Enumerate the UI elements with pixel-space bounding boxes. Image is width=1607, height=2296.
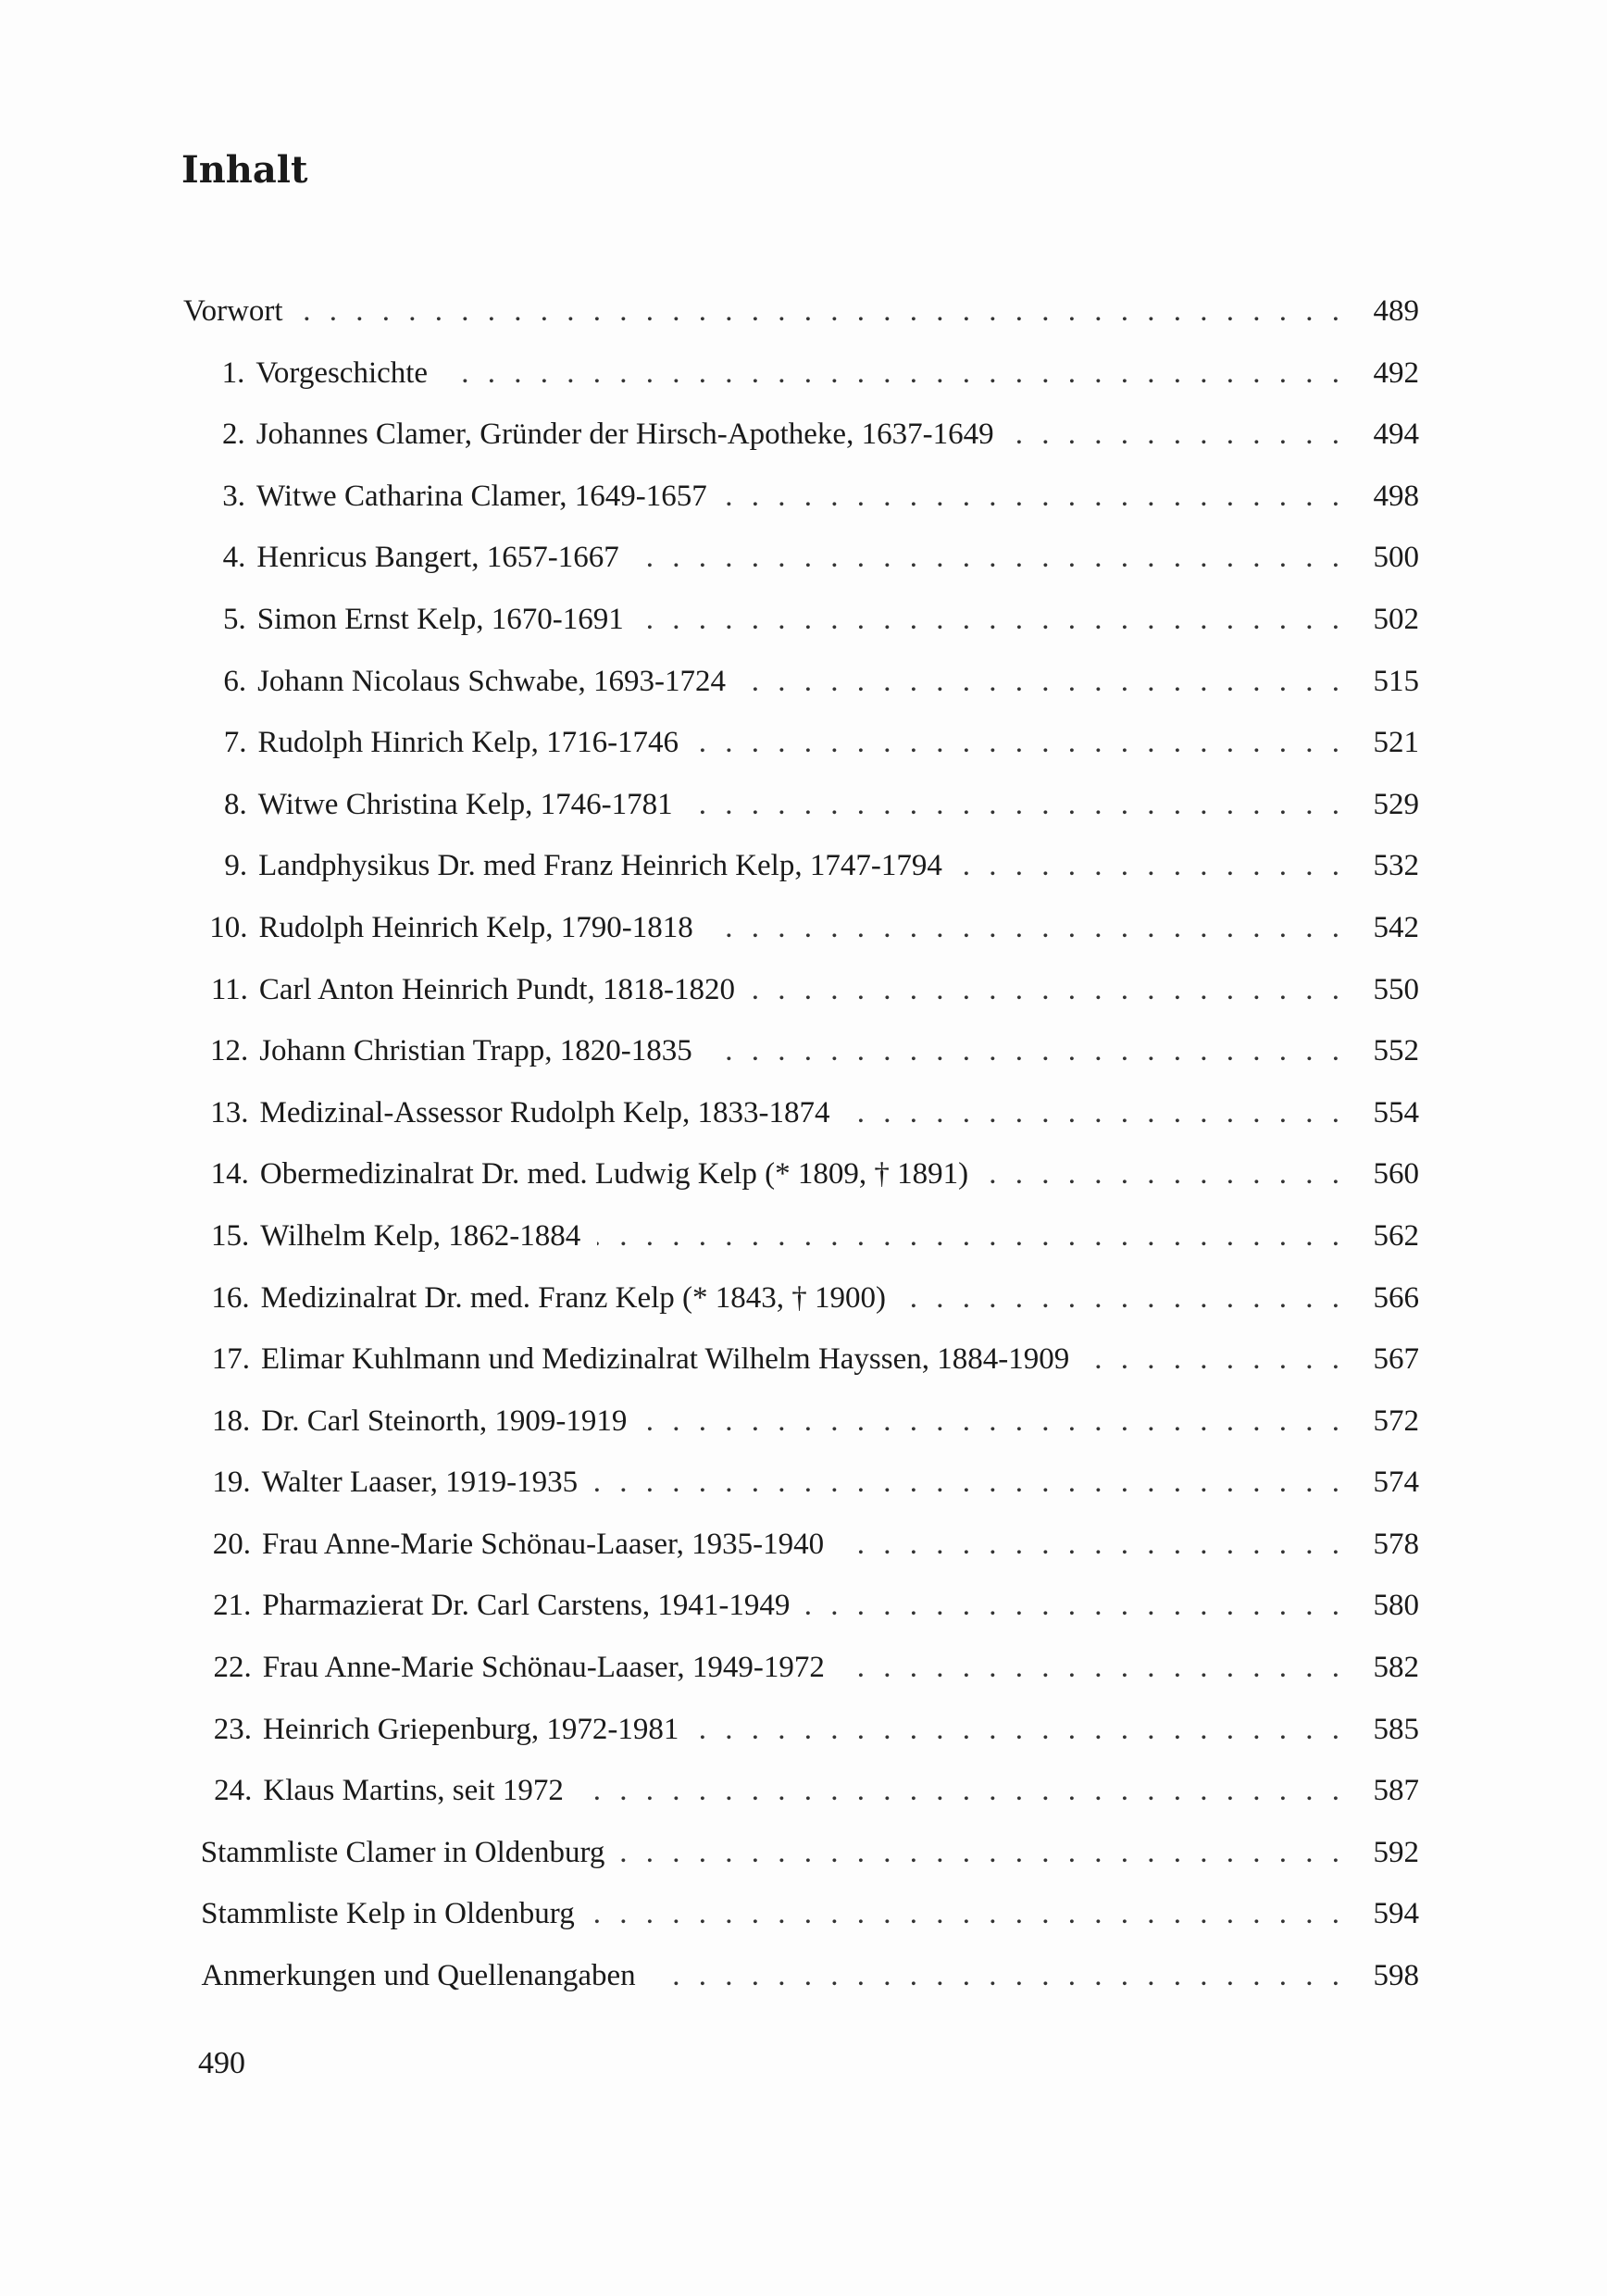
entry-number: 14. <box>210 1157 249 1192</box>
entry-title: Johann Nicolaus Schwabe, 1693-1724 <box>257 664 727 698</box>
entry-number: 6. <box>223 664 247 698</box>
toc-entry <box>183 1589 1419 1651</box>
dot-leader <box>695 726 1345 760</box>
dot-leader <box>841 1651 1345 1685</box>
entry-title: Pharmazierat Dr. Carl Carstens, 1941-1949 <box>262 1589 791 1623</box>
dot-leader <box>985 1157 1345 1192</box>
entry-title: Vorgeschichte <box>255 356 429 390</box>
toc-entry <box>183 1959 1419 2021</box>
dot-leader <box>592 1897 1345 1931</box>
entry-page: 567 <box>1373 1342 1419 1377</box>
toc-entry <box>183 1157 1419 1219</box>
dot-leader <box>1011 418 1345 452</box>
toc-entry <box>183 1836 1419 1898</box>
toc-entry <box>183 849 1419 911</box>
entry-page: 598 <box>1373 1959 1419 1993</box>
entry-title: Obermedizinalrat Dr. med. Ludwig Kelp (* 1809, † 1891) <box>259 1157 969 1192</box>
entry-page: 587 <box>1373 1774 1419 1808</box>
table-of-contents <box>183 294 1419 2021</box>
entry-number: 3. <box>222 479 246 513</box>
entry-page: 582 <box>1373 1651 1419 1685</box>
dot-leader <box>846 1096 1345 1130</box>
entry-title: Wilhelm Kelp, 1862-1884 <box>260 1218 581 1253</box>
entry-number: 24. <box>214 1774 253 1808</box>
toc-entry <box>183 1219 1419 1281</box>
entry-page: 552 <box>1373 1034 1419 1068</box>
entry-number: 1. <box>221 356 245 390</box>
entry-number: 20. <box>212 1527 251 1561</box>
toc-entry <box>183 480 1419 542</box>
entry-title: Johannes Clamer, Gründer der Hirsch-Apotheke, 1637-1649 <box>255 418 994 452</box>
entry-page: 489 <box>1373 294 1419 328</box>
toc-entry <box>183 418 1419 480</box>
toc-entry <box>183 1342 1419 1404</box>
page-title: Inhalt <box>181 148 308 192</box>
entry-number: 16. <box>211 1280 250 1315</box>
entry-title: Stammliste Clamer in Oldenburg <box>200 1835 605 1869</box>
entry-title: Landphysikus Dr. med Franz Heinrich Kelp, 1747-1794 <box>258 849 942 883</box>
toc-entry <box>183 356 1419 418</box>
dot-leader <box>1086 1342 1345 1377</box>
entry-title: Frau Anne-Marie Schönau-Laaser, 1935-1940 <box>262 1527 825 1561</box>
toc-entry <box>183 911 1419 973</box>
entry-title: Johann Christian Trapp, 1820-1835 <box>259 1034 692 1068</box>
toc-entry <box>183 1713 1419 1775</box>
dot-leader <box>621 1836 1345 1870</box>
entry-title: Witwe Christina Kelp, 1746-1781 <box>257 787 673 821</box>
dot-leader <box>636 541 1345 575</box>
entry-number: 5. <box>223 602 246 636</box>
entry-page: 492 <box>1373 356 1419 390</box>
toc-entry <box>183 788 1419 850</box>
entry-title: Carl Anton Heinrich Pundt, 1818-1820 <box>258 972 736 1006</box>
entry-title: Vorwort <box>183 294 283 328</box>
entry-page: 500 <box>1373 541 1419 575</box>
entry-number: 22. <box>213 1651 252 1685</box>
dot-leader <box>841 1528 1345 1562</box>
toc-entry <box>183 603 1419 665</box>
toc-entry <box>183 1404 1419 1466</box>
dot-leader <box>641 603 1345 637</box>
entry-page: 498 <box>1373 479 1419 513</box>
toc-entry <box>183 665 1419 727</box>
entry-title: Medizinalrat Dr. med. Franz Kelp (* 1843, † 1900) <box>260 1280 887 1315</box>
entry-page: 562 <box>1373 1218 1419 1253</box>
entry-page: 594 <box>1373 1897 1419 1931</box>
entry-title: Henricus Bangert, 1657-1667 <box>256 541 619 575</box>
entry-page: 572 <box>1373 1404 1419 1438</box>
dot-leader <box>444 356 1345 391</box>
entry-page: 532 <box>1373 849 1419 883</box>
dot-leader <box>695 1713 1345 1747</box>
dot-leader <box>709 1034 1345 1068</box>
entry-page: 566 <box>1373 1280 1419 1315</box>
dot-leader <box>643 1404 1345 1439</box>
entry-page: 580 <box>1373 1589 1419 1623</box>
entry-title: Walter Laaser, 1919-1935 <box>261 1466 579 1500</box>
entry-title: Medizinal-Assessor Rudolph Kelp, 1833-1874 <box>259 1095 830 1129</box>
entry-page: 521 <box>1373 726 1419 760</box>
dot-leader <box>724 480 1345 514</box>
toc-entry <box>183 1897 1419 1959</box>
entry-number: 10. <box>209 910 248 944</box>
entry-page: 542 <box>1373 910 1419 944</box>
toc-entry <box>183 1466 1419 1528</box>
entry-number: 21. <box>213 1589 252 1623</box>
entry-number: 12. <box>209 1034 249 1068</box>
entry-number: 23. <box>213 1712 253 1746</box>
toc-entry <box>183 1651 1419 1713</box>
entry-number: 17. <box>211 1342 250 1377</box>
entry-title: Klaus Martins, seit 1972 <box>263 1774 564 1808</box>
entry-number: 4. <box>222 541 246 575</box>
entry-number: 13. <box>210 1095 249 1129</box>
entry-page: 585 <box>1373 1712 1419 1746</box>
entry-title: Elimar Kuhlmann und Medizinalrat Wilhelm Hayssen, 1884-1909 <box>260 1342 1070 1377</box>
page-number: 490 <box>198 2046 245 2080</box>
dot-leader <box>580 1774 1345 1808</box>
entry-number: 11. <box>210 972 248 1006</box>
dot-leader <box>690 788 1345 822</box>
entry-page: 554 <box>1373 1095 1419 1129</box>
toc-entry <box>183 1096 1419 1158</box>
entry-number: 18. <box>212 1404 251 1438</box>
entry-page: 529 <box>1373 787 1419 821</box>
dot-leader <box>653 1959 1345 1993</box>
entry-number: 15. <box>211 1218 250 1253</box>
dot-leader <box>959 849 1345 883</box>
entry-page: 550 <box>1373 972 1419 1006</box>
dot-leader <box>806 1589 1345 1623</box>
toc-entry <box>183 1774 1419 1836</box>
entry-number: 9. <box>224 849 248 883</box>
entry-page: 592 <box>1373 1835 1419 1869</box>
dot-leader <box>594 1466 1345 1500</box>
entry-title: Witwe Catharina Clamer, 1649-1657 <box>256 479 707 513</box>
toc-entry <box>183 726 1419 788</box>
dot-leader <box>597 1219 1345 1254</box>
entry-number: 8. <box>224 787 247 821</box>
toc-entry <box>183 973 1419 1035</box>
entry-title: Frau Anne-Marie Schönau-Laaser, 1949-1972 <box>262 1651 825 1685</box>
entry-number: 2. <box>221 418 245 452</box>
entry-title: Rudolph Heinrich Kelp, 1790-1818 <box>258 910 693 944</box>
toc-entry <box>183 294 1419 356</box>
dot-leader <box>742 665 1345 699</box>
toc-entry <box>183 1281 1419 1343</box>
entry-title: Stammliste Kelp in Oldenburg <box>201 1897 575 1931</box>
entry-title: Heinrich Griepenburg, 1972-1981 <box>263 1712 679 1746</box>
toc-entry <box>183 1528 1419 1590</box>
entry-title: Simon Ernst Kelp, 1670-1691 <box>256 602 624 636</box>
entry-page: 515 <box>1373 664 1419 698</box>
entry-page: 560 <box>1373 1157 1419 1192</box>
entry-title: Anmerkungen und Quellenangaben <box>201 1959 636 1993</box>
entry-page: 574 <box>1373 1466 1419 1500</box>
entry-page: 578 <box>1373 1527 1419 1561</box>
toc-entry <box>183 541 1419 603</box>
entry-page: 502 <box>1373 602 1419 636</box>
dot-leader <box>300 294 1345 329</box>
entry-number: 7. <box>223 726 247 760</box>
toc-entry <box>183 1034 1419 1096</box>
entry-title: Rudolph Hinrich Kelp, 1716-1746 <box>257 726 679 760</box>
entry-number: 19. <box>212 1466 251 1500</box>
entry-page: 494 <box>1373 418 1419 452</box>
dot-leader <box>903 1281 1345 1316</box>
dot-leader <box>752 973 1345 1007</box>
entry-title: Dr. Carl Steinorth, 1909-1919 <box>261 1404 628 1438</box>
dot-leader <box>710 911 1345 945</box>
